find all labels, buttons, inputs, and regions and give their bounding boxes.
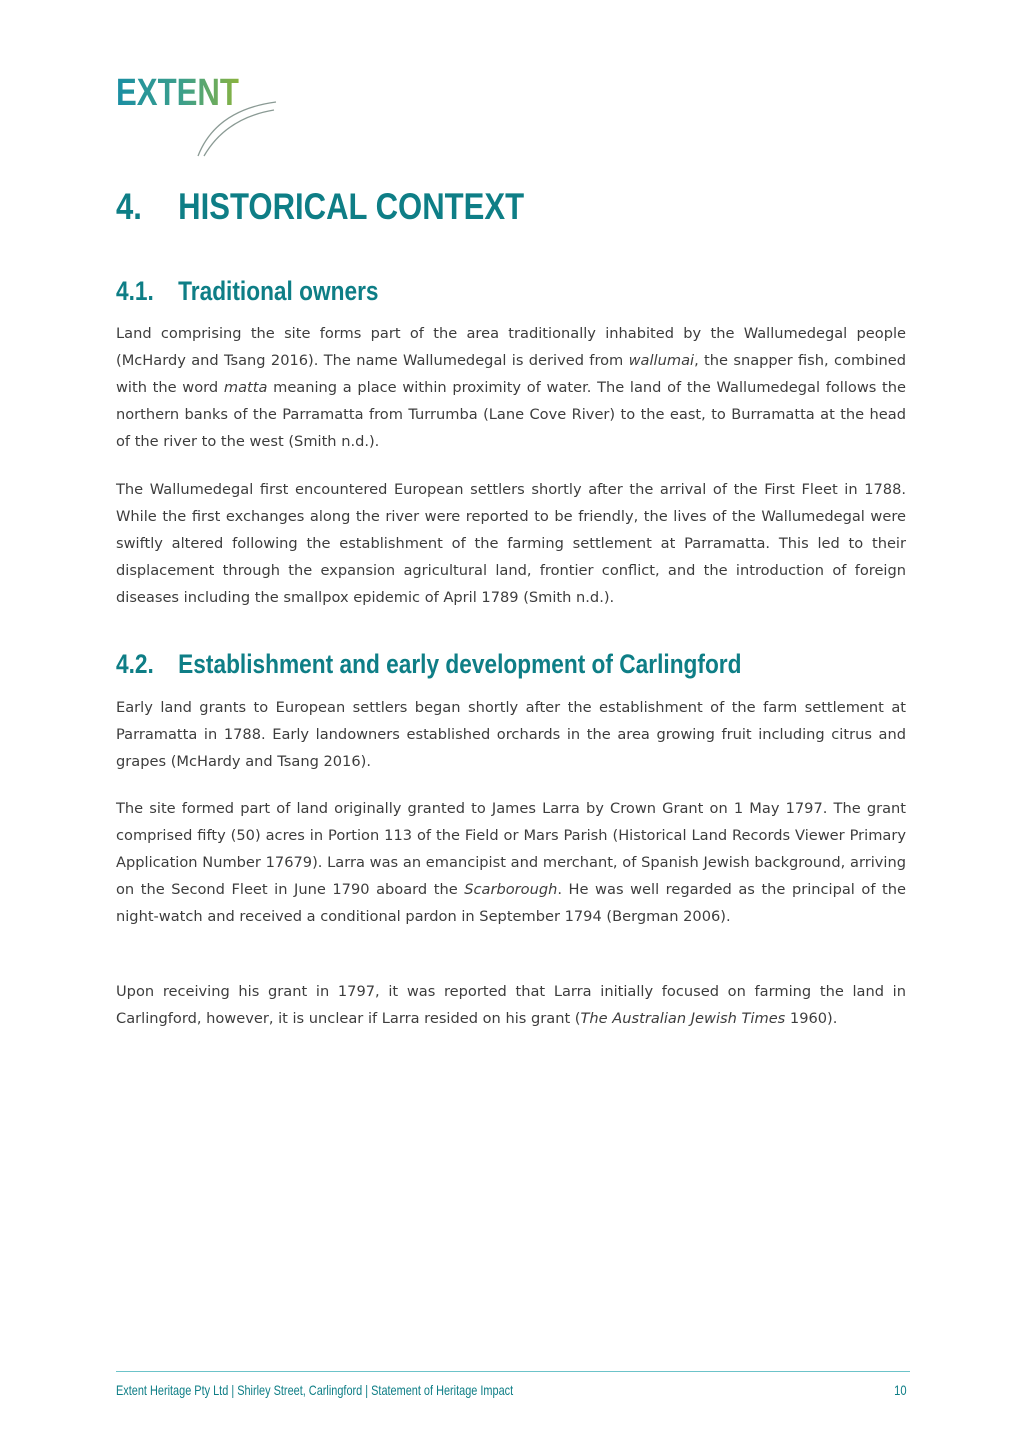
italic-text: wallumai (628, 352, 695, 369)
paragraph-text: Early land grants to European settlers began shortly after the establishment of the farm settlement at Parramatta in 1788. Early landowners established orchards in the area growing fruit including citrus and grapes (McHardy and Tsang 2016). (116, 699, 906, 770)
chapter-number: 4. (116, 186, 142, 227)
paragraph-text: 1960). (785, 1010, 838, 1027)
paragraph-text: The Wallumedegal first encountered European settlers shortly after the arrival of the First Fleet in 1788. While the first exchanges along the river were reported to be friendly, the lives of the Wallumedegal were swiftly altered following the establishment of the farming settlement at Parramatta. This led to their displacement through the expansion agricultural land, frontier conflict, and the introduction of foreign diseases including the smallpox epidemic of April 1789 (Smith n.d.). (116, 481, 906, 606)
logo-wordmark: EXTENT (116, 72, 239, 114)
paragraph (116, 320, 906, 455)
paragraph-text: Land comprising the site forms part of the area traditionally inhabited by the Wallumedegal people (McHardy and Tsang 2016). The name Wallumedegal is derived from (116, 325, 906, 369)
section-heading-traditional-owners (116, 274, 379, 308)
italic-text: Scarborough (464, 881, 558, 898)
paragraph (116, 978, 906, 1032)
paragraph-text: meaning a place within proximity of water. The land of the Wallumedegal follows the northern banks of the Parramatta from Turrumba (Lane Cove River) to the east, to Burramatta at the head of the river to the west (Smith n.d.). (116, 379, 906, 450)
paragraph-text: Upon receiving his grant in 1797, it was reported that Larra initially focused on farming the land in Carlingford, however, it is unclear if Larra resided on his grant ( (116, 983, 906, 1027)
footer-text: Extent Heritage Pty Ltd | Shirley Street, Carlingford | Statement of Heritage Impact (116, 1382, 514, 1398)
italic-text: The Australian Jewish Times (580, 1010, 786, 1027)
chapter-title: HISTORICAL CONTEXT (178, 186, 525, 227)
paragraph-text: The site formed part of land originally granted to James Larra by Crown Grant on 1 May 1797. The grant comprised fifty (50) acres in Portion 113 of the Field or Mars Parish (Historical Land Records Viewer Primary Application Number 17679). Larra was an emancipist and merchant, of Spanish Jewish background, arriving on the Second Fleet in June 1790 aboard the (116, 800, 906, 898)
paragraph-text: . He was well regarded as the principal of the night-watch and received a conditional pardon in September 1794 (Bergman 2006). (116, 881, 906, 925)
section-title: Traditional owners (178, 276, 379, 306)
paragraph (116, 476, 906, 611)
section-number: 4.2. (116, 649, 154, 679)
italic-text: matta (223, 379, 268, 396)
section-heading-carlingford (116, 647, 741, 681)
paragraph (116, 795, 906, 930)
section-title: Establishment and early development of Carlingford (178, 649, 742, 679)
footer-divider (116, 1371, 910, 1372)
page-number: 10 (894, 1382, 907, 1398)
section-number: 4.1. (116, 276, 154, 306)
paragraph-text: , the snapper fish, combined with the word (116, 352, 906, 396)
chapter-heading (116, 185, 524, 229)
logo-swoosh-icon (116, 70, 286, 160)
paragraph (116, 694, 906, 775)
company-logo (116, 70, 286, 160)
